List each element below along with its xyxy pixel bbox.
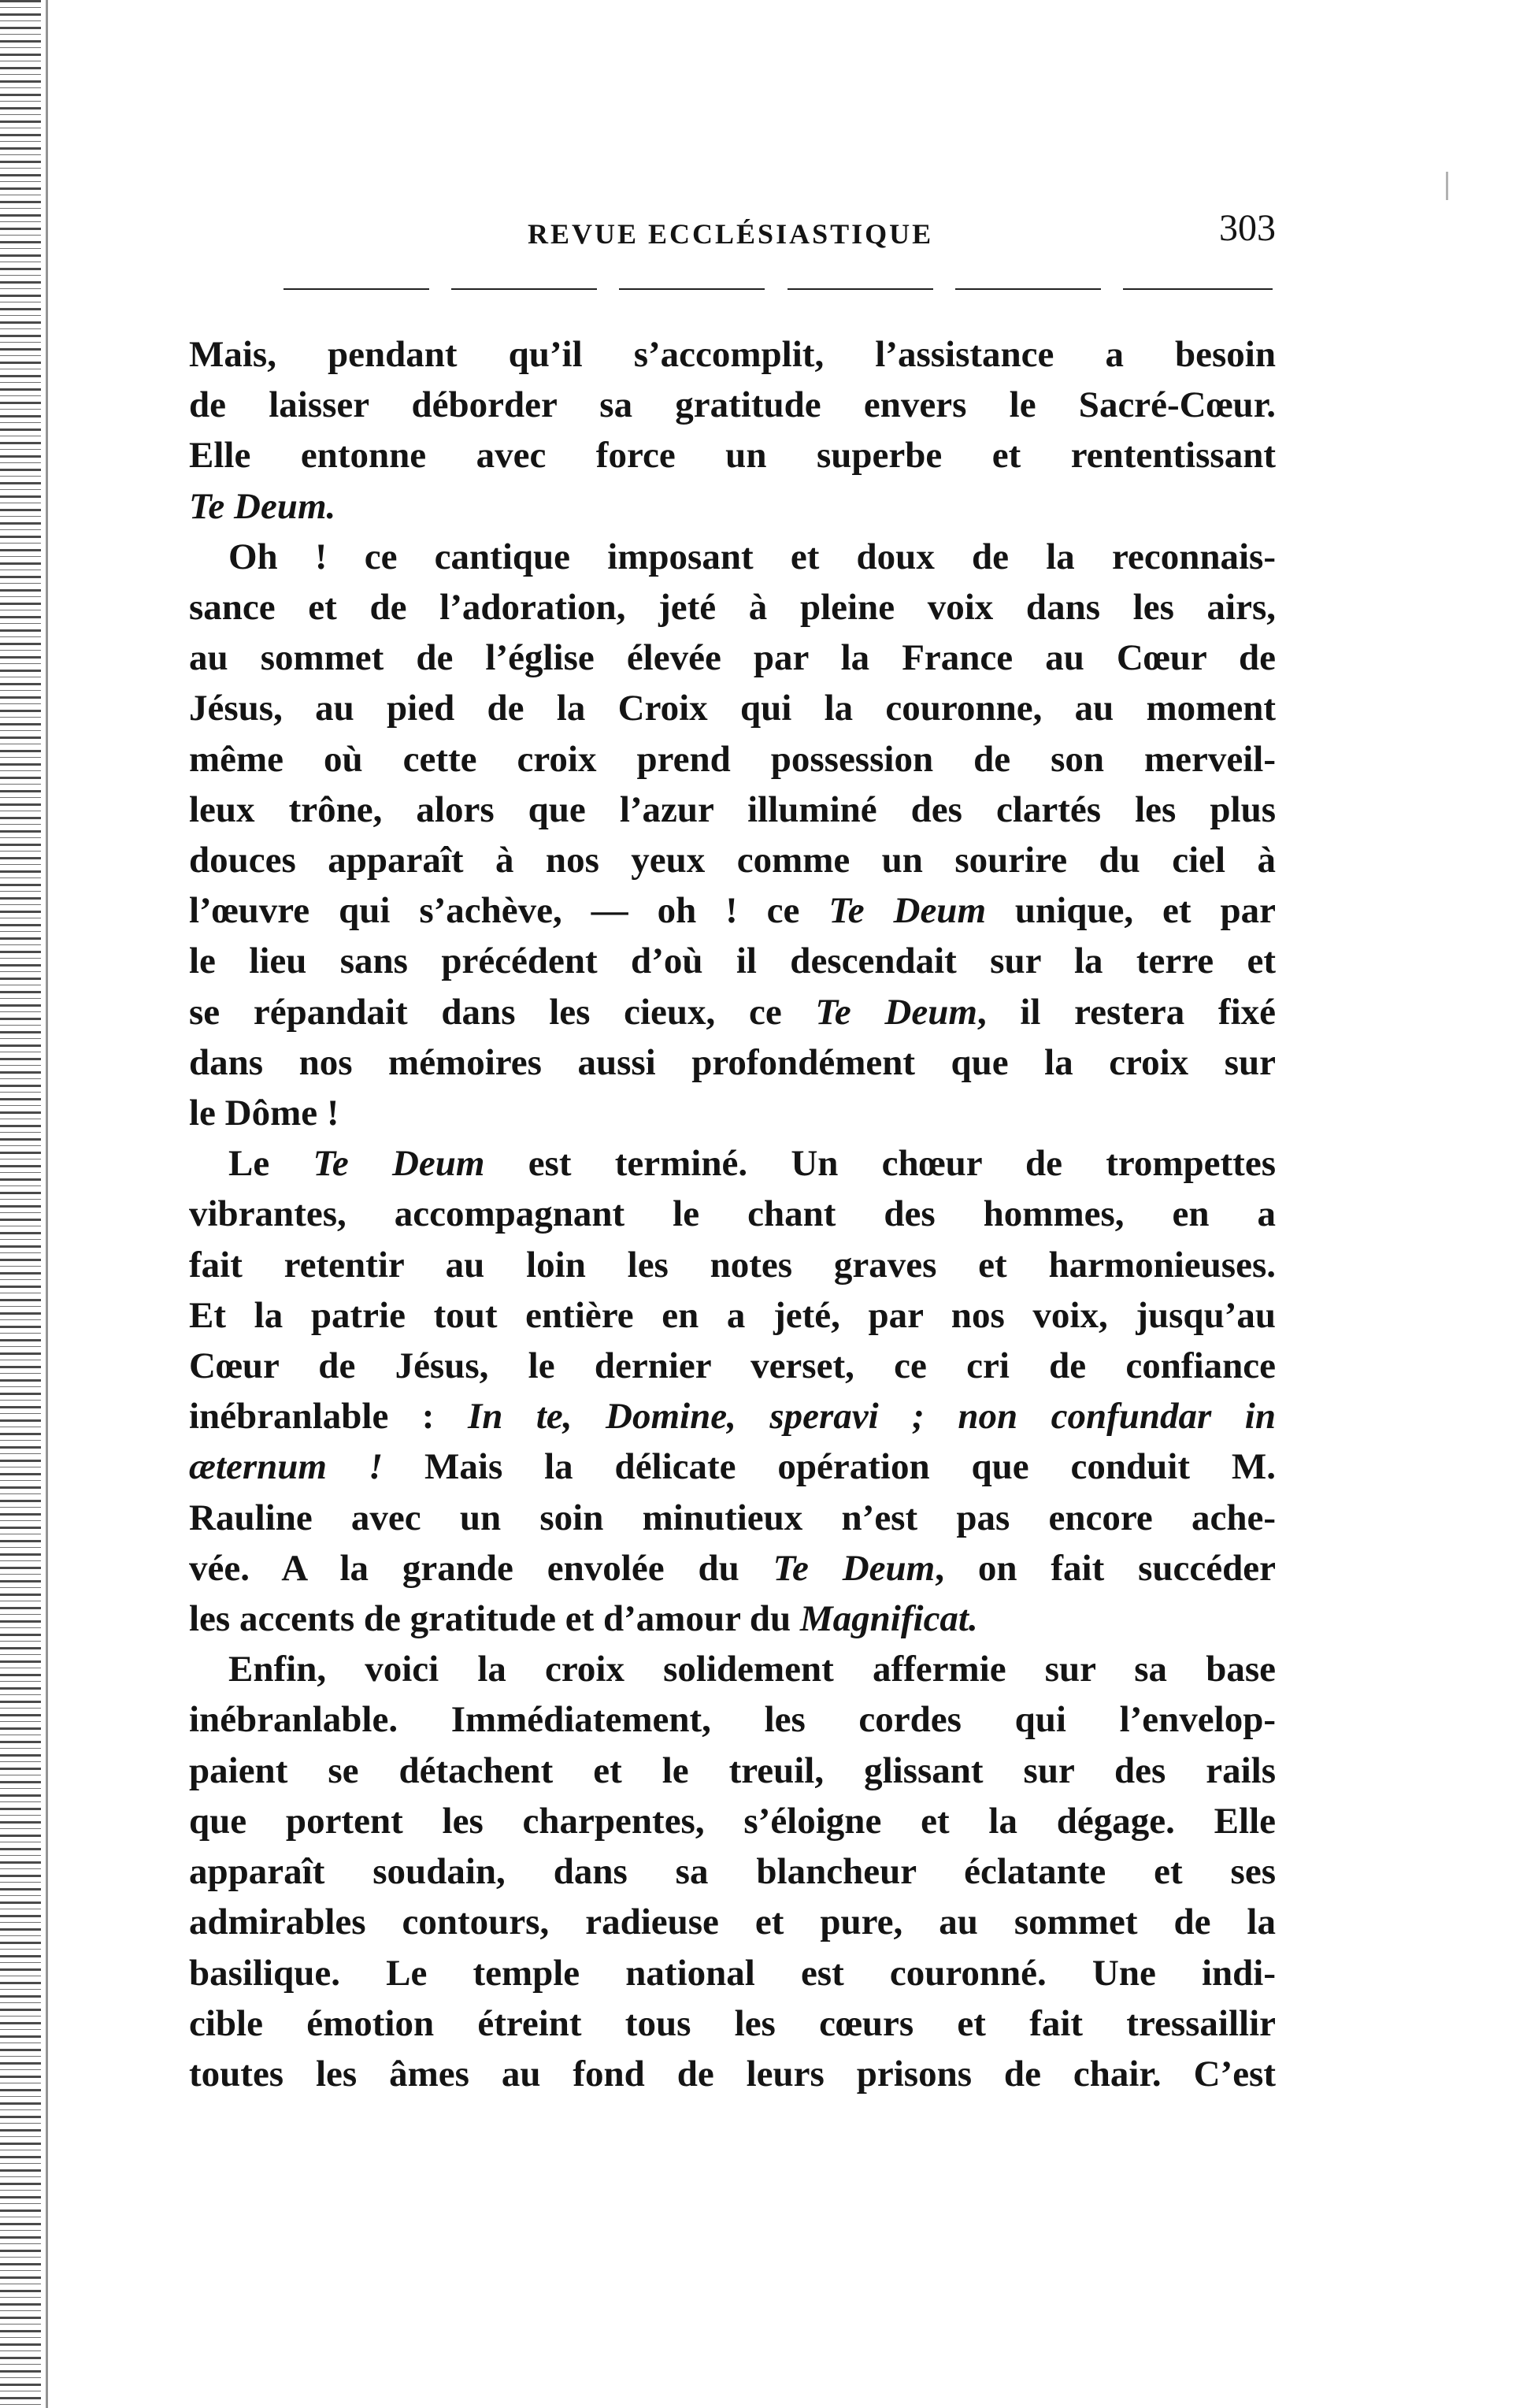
text-line (189, 1189, 1276, 1239)
text-run: Mais, pendant qu’il s’accomplit, l’assistance a besoin (189, 334, 1276, 375)
binding-edge (0, 0, 41, 2408)
text-run: dans nos mémoires aussi profondément que la croix sur (189, 1041, 1276, 1083)
header-rule-segment (955, 288, 1101, 290)
italic-run: Te Deum (313, 1143, 485, 1185)
text-line (189, 481, 1276, 532)
italic-run: In te, Domine, speravi ; non confundar in (467, 1396, 1276, 1438)
text-run: est terminé. Un chœur de trompettes (484, 1143, 1276, 1185)
text-line (189, 1948, 1276, 1998)
text-run: Cœur de Jésus, le dernier verset, ce cri de confiance (189, 1345, 1276, 1387)
page-header (189, 206, 1276, 254)
italic-run: Magnificat. (799, 1598, 978, 1640)
text-line (189, 1341, 1276, 1391)
text-line (189, 1493, 1276, 1543)
text-line (189, 1746, 1276, 1796)
text-line (189, 885, 1276, 936)
text-run: inébranlable : (189, 1396, 468, 1438)
text-run: Le (228, 1143, 313, 1185)
text-run: douces apparaît à nos yeux comme un sourire du ciel à (189, 840, 1276, 881)
header-rule-segment (1123, 288, 1273, 290)
text-run: vée. A la grande envolée du (189, 1547, 773, 1589)
text-run: les accents de gratitude et d’amour du (189, 1598, 800, 1640)
text-run: Rauline avec un soin minutieux n’est pas encore ache- (189, 1497, 1276, 1538)
text-run: le lieu sans précédent d’où il descendait sur la terre et (189, 941, 1276, 982)
text-line (189, 1037, 1276, 1088)
text-run: Mais la délicate opération que conduit M. (383, 1446, 1276, 1488)
text-run: sance et de l’adoration, jeté à pleine voix dans les airs, (189, 587, 1276, 629)
text-run: même où cette croix prend possession de son merveil- (189, 738, 1276, 780)
text-line (189, 1441, 1276, 1492)
text-run: inébranlable. Immédiatement, les cordes qui l’envelop- (189, 1699, 1276, 1741)
text-line (189, 532, 1276, 582)
running-head: REVUE ECCLÉSIASTIQUE (528, 218, 934, 250)
text-line (189, 835, 1276, 885)
italic-run: Te Deum (828, 890, 986, 932)
text-line (189, 1897, 1276, 1947)
text-run: , il restera fixé (977, 991, 1276, 1033)
paragraph (189, 532, 1276, 1138)
text-line (189, 1694, 1276, 1745)
text-run: au sommet de l’église élevée par la France au Cœur de (189, 637, 1276, 679)
text-run: paient se détachent et le treuil, glissant sur des rails (189, 1749, 1276, 1791)
text-run: Et la patrie tout entière en a jeté, par nos voix, jusqu’au (189, 1294, 1276, 1336)
text-run: toutes les âmes au fond de leurs prisons de chair. C’est (189, 2053, 1276, 2094)
text-run: , on fait succéder (935, 1547, 1277, 1589)
text-line (189, 1240, 1276, 1290)
text-line (189, 1138, 1276, 1189)
text-line (189, 683, 1276, 733)
text-run: leux trône, alors que l’azur illuminé des clartés les plus (189, 788, 1276, 830)
italic-run: æternum ! (189, 1446, 384, 1488)
text-run: de laisser déborder sa gratitude envers le Sacré-Cœur. (189, 384, 1276, 426)
text-run: apparaît soudain, dans sa blancheur éclatante et ses (189, 1851, 1276, 1893)
text-line (189, 1088, 1276, 1138)
text-run: Enfin, voici la croix solidement affermie sur sa base (228, 1649, 1276, 1690)
text-line (189, 1846, 1276, 1897)
text-run: se répandait dans les cieux, ce (189, 991, 816, 1033)
text-run: Oh ! ce cantique imposant et doux de la reconnais- (228, 536, 1276, 577)
scan-mark (1446, 172, 1448, 200)
header-rule-segment (788, 288, 933, 290)
text-run: l’œuvre qui s’achève, — oh ! ce (189, 890, 829, 932)
text-run: fait retentir au loin les notes graves et harmonieuses. (189, 1244, 1276, 1286)
text-line (189, 2049, 1276, 2099)
text-run: basilique. Le temple national est couronné. Une indi- (189, 1952, 1276, 1994)
text-run: Jésus, au pied de la Croix qui la couronne, au moment (189, 688, 1276, 729)
header-rule-segment (451, 288, 597, 290)
text-line (189, 785, 1276, 835)
text-line (189, 633, 1276, 683)
text-run: Elle entonne avec force un superbe et rententissant (189, 435, 1276, 477)
text-run: que portent les charpentes, s’éloigne et la dégage. Elle (189, 1800, 1276, 1842)
text-line (189, 1391, 1276, 1441)
text-line (189, 1998, 1276, 2049)
text-run: cible émotion étreint tous les cœurs et fait tressaillir (189, 2002, 1276, 2044)
text-line (189, 1594, 1276, 1644)
italic-run: Te Deum (773, 1547, 936, 1589)
paragraph (189, 329, 1276, 532)
header-rule-segment (619, 288, 765, 290)
paragraph (189, 1644, 1276, 2099)
text-run: unique, et par (986, 890, 1276, 932)
text-line (189, 1290, 1276, 1341)
text-line (189, 380, 1276, 430)
paragraph (189, 1138, 1276, 1644)
text-line (189, 430, 1276, 480)
text-run: vibrantes, accompagnant le chant des hommes, en a (189, 1193, 1276, 1235)
italic-run: Te Deum. (189, 485, 336, 527)
text-line (189, 1644, 1276, 1694)
italic-run: Te Deum (815, 991, 977, 1033)
page-number: 303 (1219, 207, 1276, 249)
text-line (189, 329, 1276, 380)
text-run: admirables contours, radieuse et pure, au sommet de la (189, 1902, 1276, 1943)
body-text (189, 329, 1276, 2099)
binding-line (46, 0, 48, 2408)
text-line (189, 734, 1276, 785)
text-line (189, 987, 1276, 1037)
text-line (189, 936, 1276, 986)
text-line (189, 1796, 1276, 1846)
text-line (189, 1543, 1276, 1594)
header-rule-segment (284, 288, 429, 290)
text-run: le Dôme ! (189, 1093, 339, 1134)
text-line (189, 582, 1276, 633)
